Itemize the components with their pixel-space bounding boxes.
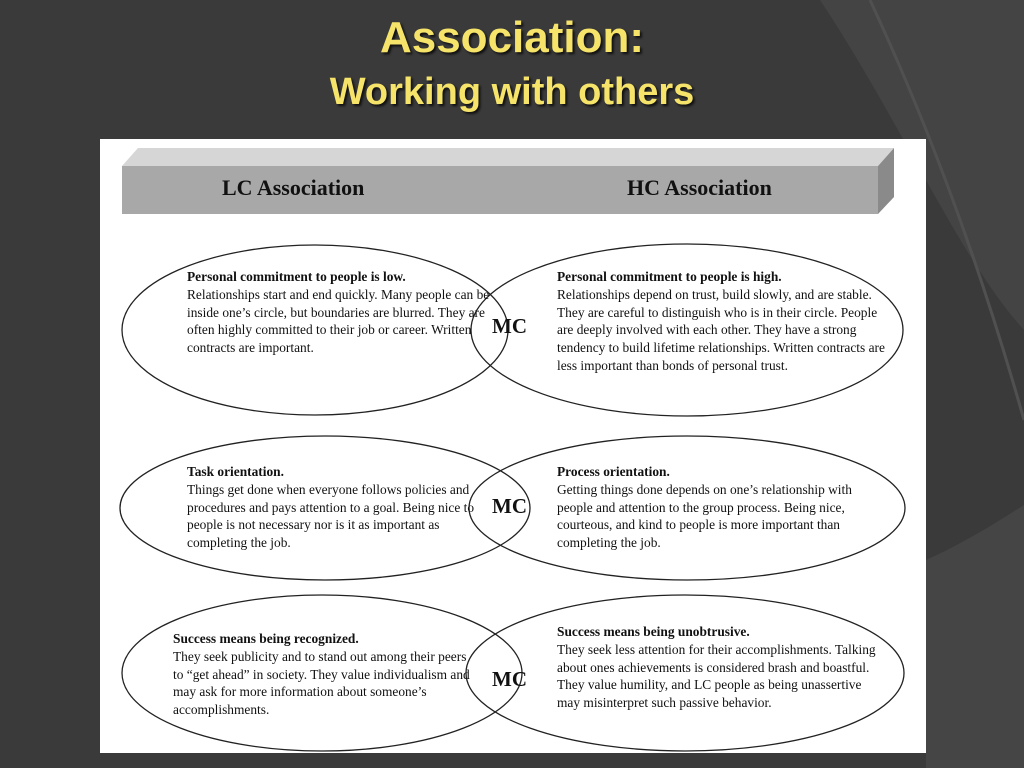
- hc-body-1: Relationships depend on trust, build slowly, and are stable. They are careful to distinguish who is in their circle. People are deeply involved with each other. They have a strong tendency to build lifetime relationships. Written contracts are less important than bonds of personal trust.: [557, 286, 885, 373]
- lc-association-label: LC Association: [222, 175, 365, 200]
- hc-text-1: [557, 268, 893, 375]
- mc-label-3: MC: [492, 667, 527, 691]
- lc-body-3: They seek publicity and to stand out among their peers to “get ahead” in society. They value individualism and may ask for more information about someone’s accomplishments.: [173, 648, 470, 718]
- lc-text-3: [173, 630, 473, 719]
- hc-text-3: [557, 623, 887, 712]
- lc-body-2: Things get done when everyone follows policies and procedures and pays attention to a goal. Being nice to people is not necessary nor is it as important as completing the job.: [187, 481, 475, 551]
- hc-association-label: HC Association: [627, 175, 772, 200]
- lc-heading-3: Success means being recognized.: [173, 631, 359, 646]
- lc-text-2: [187, 463, 475, 552]
- hc-body-2: Getting things done depends on one’s relationship with people and attention to the group process. Being nice, courteous, and kind to people is more important than completing the job.: [557, 481, 852, 551]
- lc-text-1: [187, 268, 493, 357]
- header-bar-top: [122, 148, 894, 166]
- lc-heading-1: Personal commitment to people is low.: [187, 269, 406, 284]
- hc-body-3: They seek less attention for their accomplishments. Talking about ones achievements is considered brash and boastful. They value humility, and LC people as being unassertive may misinterpret such passive behavior.: [557, 641, 876, 711]
- slide-title: Association:: [379, 13, 645, 62]
- lc-body-1: Relationships start and end quickly. Many people can be inside one’s circle, but boundaries are blurred. They are often highly committed to their job or career. Written contracts are important.: [187, 286, 490, 356]
- mc-label-2: MC: [492, 494, 527, 518]
- mc-label-1: MC: [492, 314, 527, 338]
- hc-heading-3: Success means being unobtrusive.: [557, 624, 750, 639]
- slide-subtitle: Working with others: [329, 71, 695, 113]
- hc-heading-2: Process orientation.: [557, 464, 670, 479]
- lc-heading-2: Task orientation.: [187, 464, 284, 479]
- hc-text-2: [557, 463, 873, 552]
- hc-heading-1: Personal commitment to people is high.: [557, 269, 782, 284]
- association-diagram: [100, 139, 926, 753]
- slide-title-block: [0, 10, 1024, 118]
